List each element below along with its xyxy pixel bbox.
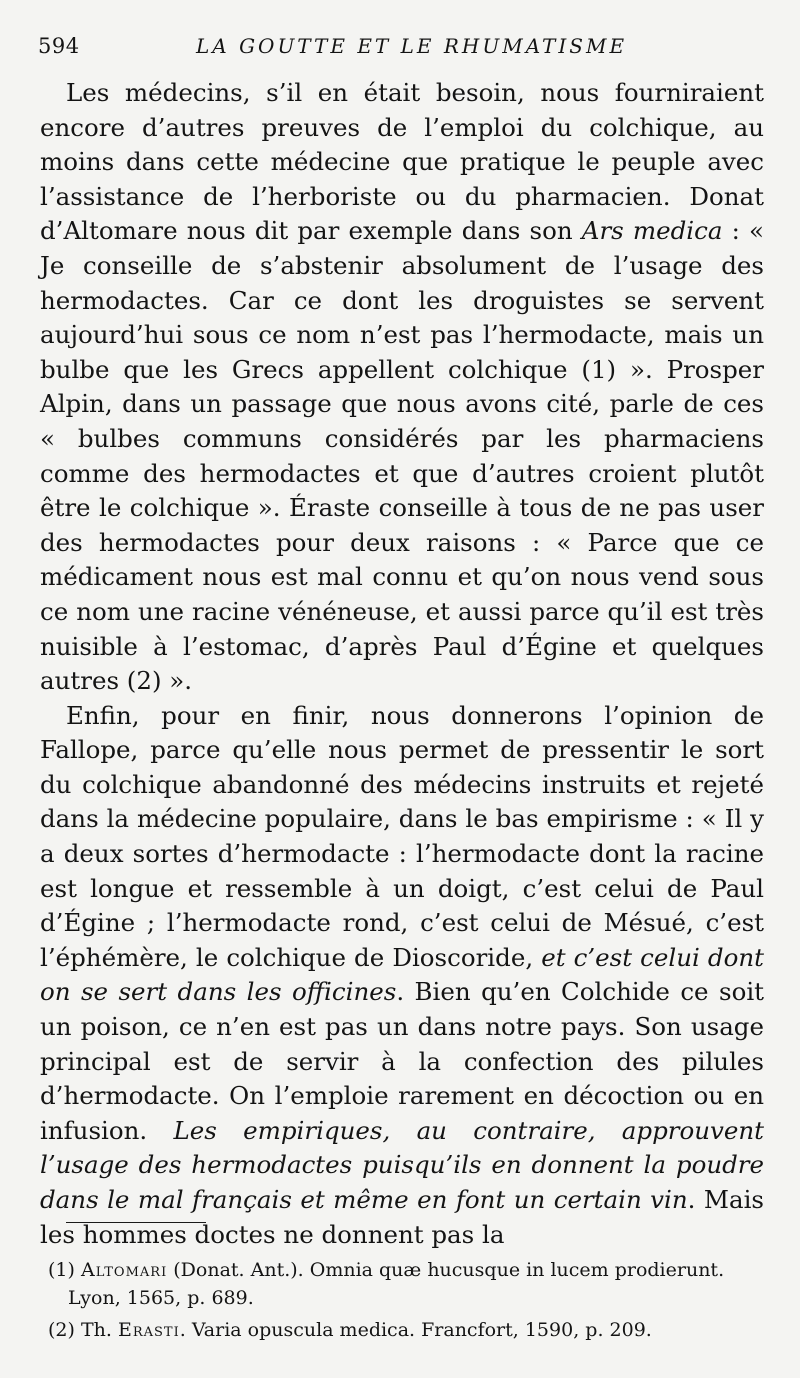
footnote-1-author: Altomari xyxy=(80,1259,168,1281)
footnote-2-author-prefix: Th. xyxy=(80,1319,118,1341)
ars-medica-title: Ars medica xyxy=(581,216,723,246)
body-text xyxy=(40,76,764,1252)
page-number: 594 xyxy=(38,34,80,58)
paragraph-2-italic-b: et c’est celui dont on se sert dans les officines xyxy=(40,942,764,1007)
paragraph-2-text-a: Enfin, pour en finir, nous donnerons l’opinion de Fallope, parce qu’elle nous permet de pressentir le sort du colchique abandonné des médecins instruits et rejeté dans la médecine populaire, dans le bas empirisme : « Il y a deux sortes d’hermodacte : l’hermodacte dont la racine est longue et ressemble à un doigt, c’est celui de Paul d’Égine ; l’hermodacte rond, c’est celui de Mésué, c’est l’éphémère, le colchique de Dioscoride, xyxy=(40,700,764,972)
running-title: LA GOUTTE ET LE RHUMATISME xyxy=(196,34,628,58)
paragraph-2-italic-d: Les empiriques, au contraire, approuvent l’usage des hermodactes puisqu’ils en donnent la poudre dans le mal français et même en font un certain vin xyxy=(40,1115,764,1214)
footnote-separator xyxy=(66,1222,206,1223)
footnote-1-marker: (1) xyxy=(48,1259,75,1281)
paragraph-2-text-c: . Bien qu’en Colchide ce soit un poison, ce n’en est pas un dans notre pays. Son usage principal est de servir à la confection des pilules d’hermodacte. On l’emploie rarement en décoction ou en infusion. xyxy=(40,977,764,1145)
paragraph-2-text-e: . Mais les hommes doctes ne donnent pas la xyxy=(40,1185,764,1249)
footnote-1-text: (Donat. Ant.). Omnia quæ hucusque in lucem prodierunt. Lyon, 1565, p. 689. xyxy=(68,1259,725,1309)
paragraph-1 xyxy=(40,76,764,699)
paragraph-1-text-c: : « Je conseille de s’abstenir absolument de l’usage des hermodactes. Car ce dont les droguistes se servent aujourd’hui sous ce nom n’est pas l’hermodacte, mais un bulbe que les Grecs appellent colchique (1) ». Prosper Alpin, dans un passage que nous avons cité, parle de ces « bulbes communs considérés par les pharmaciens comme des hermodactes et que d’autres croient plutôt être le colchique ». Éraste conseille à tous de ne pas user des hermodactes pour deux raisons : « Parce que ce médicament nous est mal connu et qu’on nous vend sous ce nom une racine vénéneuse, et aussi parce qu’il est très nuisible à l’estomac, d’après Paul d’Égine et quelques autres (2) ». xyxy=(40,216,765,696)
page-header xyxy=(38,30,768,64)
footnote-2-author: Erasti xyxy=(117,1319,180,1341)
footnote-2 xyxy=(48,1316,772,1344)
paragraph-2 xyxy=(40,699,764,1253)
footnote-2-marker: (2) xyxy=(48,1319,75,1341)
footnote-1 xyxy=(48,1256,772,1312)
footnotes xyxy=(48,1256,772,1348)
footnote-2-text: . Varia opuscula medica. Francfort, 1590, p. 209. xyxy=(179,1319,652,1341)
paragraph-1-text-a: Les médecins, s’il en était besoin, nous fourniraient encore d’autres preuves de l’emploi du colchique, au moins dans cette médecine que pratique le peuple avec l’assistance de l’herboriste ou du pharmacien. Donat d’Altomare nous dit par exemple dans son xyxy=(40,78,764,246)
